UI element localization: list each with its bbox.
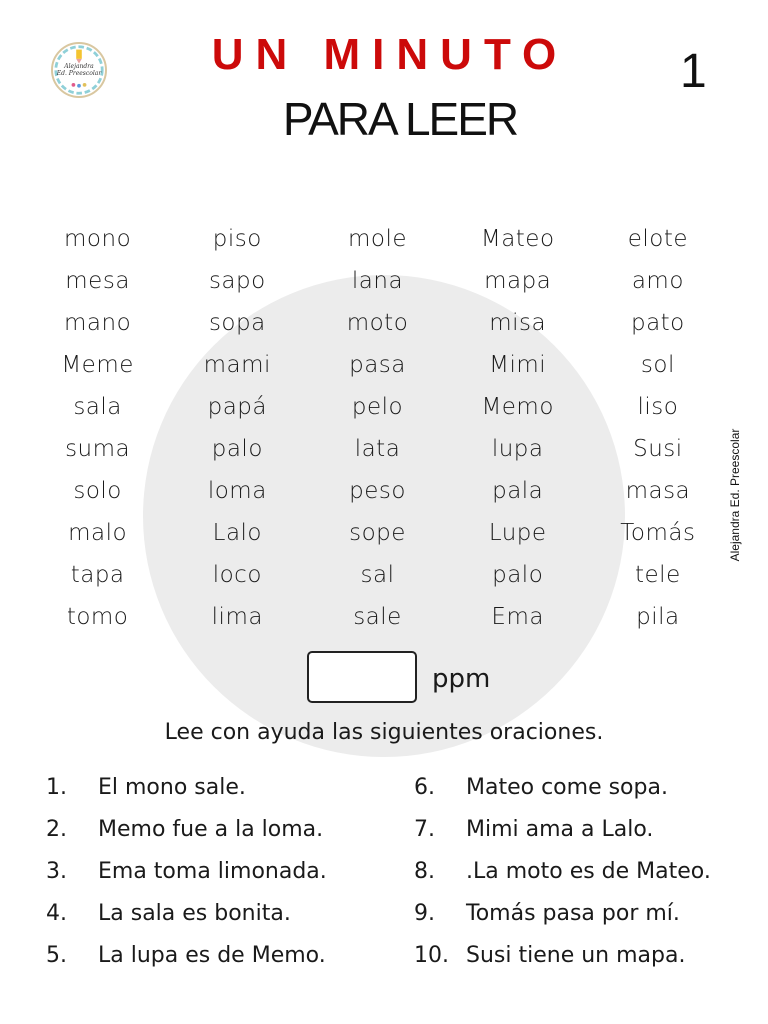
sentence-list-left: [46, 766, 327, 976]
word-row: [28, 218, 728, 260]
word-cell: sapo: [208, 268, 266, 294]
word-cell: Memo: [481, 394, 554, 420]
sentence-item: [46, 808, 327, 850]
word-cell: Ema: [491, 604, 544, 630]
word-cell: sala: [73, 394, 122, 420]
sentence-number: 5.: [46, 942, 67, 968]
word-cell: Susi: [633, 436, 683, 462]
word-row: [28, 512, 728, 554]
word-cell: pasa: [349, 352, 406, 378]
sentence-number: 6.: [414, 774, 435, 800]
word-cell: mono: [64, 226, 132, 252]
side-credit: Alejandra Ed. Preescolar: [728, 428, 742, 562]
sentence-number: 3.: [46, 858, 67, 884]
word-cell: lana: [351, 268, 404, 294]
word-cell: mano: [64, 310, 132, 336]
word-cell: masa: [625, 478, 691, 504]
sentence-text: Susi tiene un mapa.: [466, 942, 686, 968]
word-cell: malo: [68, 520, 128, 546]
word-cell: elote: [627, 226, 689, 252]
sentence-item: [46, 892, 327, 934]
sentence-number: 9.: [414, 900, 435, 926]
title-line1: UN MINUTO: [211, 30, 569, 79]
word-cell: piso: [212, 226, 262, 252]
word-cell: loma: [207, 478, 267, 504]
word-cell: mapa: [484, 268, 552, 294]
word-cell: palo: [492, 562, 544, 588]
word-cell: liso: [637, 394, 679, 420]
word-cell: peso: [349, 478, 406, 504]
word-row: [28, 344, 728, 386]
logo-text: [53, 63, 105, 77]
word-row: [28, 302, 728, 344]
word-cell: sal: [360, 562, 395, 588]
word-cell: Lalo: [212, 520, 262, 546]
sentence-number: 7.: [414, 816, 435, 842]
sentence-item: [414, 934, 711, 976]
sentence-item: [414, 850, 711, 892]
word-cell: tapa: [70, 562, 125, 588]
word-cell: sol: [640, 352, 675, 378]
sentence-text: Ema toma limonada.: [98, 858, 327, 884]
word-cell: pila: [636, 604, 680, 630]
word-cell: sale: [353, 604, 402, 630]
word-cell: suma: [65, 436, 131, 462]
sentence-number: 2.: [46, 816, 67, 842]
word-cell: loco: [212, 562, 262, 588]
word-cell: mami: [203, 352, 271, 378]
word-cell: amo: [631, 268, 684, 294]
sentence-number: 4.: [46, 900, 67, 926]
word-cell: Meme: [61, 352, 134, 378]
ppm-label: ppm: [432, 664, 491, 694]
sentence-text: .La moto es de Mateo.: [466, 858, 711, 884]
sentence-item: [46, 766, 327, 808]
word-grid: [28, 218, 728, 638]
word-cell: sopa: [208, 310, 266, 336]
sentence-text: Tomás pasa por mí.: [466, 900, 680, 926]
page-number: 1: [680, 45, 707, 98]
word-cell: mole: [347, 226, 408, 252]
word-cell: pato: [630, 310, 685, 336]
word-cell: lata: [354, 436, 401, 462]
word-row: [28, 470, 728, 512]
word-row: [28, 596, 728, 638]
word-cell: palo: [211, 436, 263, 462]
sentence-number: 8.: [414, 858, 435, 884]
sentence-number: 10.: [414, 942, 449, 968]
logo-text-line2: Ed. Preescolar: [56, 70, 102, 77]
sentence-item: [46, 850, 327, 892]
logo-text-line1: Alejandra: [64, 63, 94, 70]
word-cell: Mateo: [480, 226, 555, 252]
brand-logo: [51, 42, 107, 98]
sentence-text: La lupa es de Memo.: [98, 942, 326, 968]
word-cell: sope: [349, 520, 406, 546]
word-row: [28, 554, 728, 596]
sentence-text: Mateo come sopa.: [466, 774, 668, 800]
word-cell: lupa: [491, 436, 544, 462]
sentence-item: [414, 808, 711, 850]
sentence-item: [414, 892, 711, 934]
word-cell: Tomás: [620, 520, 696, 546]
word-cell: tele: [635, 562, 681, 588]
sentence-number: 1.: [46, 774, 67, 800]
sentence-text: El mono sale.: [98, 774, 246, 800]
sentence-text: La sala es bonita.: [98, 900, 291, 926]
instruction-text: Lee con ayuda las siguientes oraciones.: [164, 720, 604, 745]
word-cell: tomo: [66, 604, 129, 630]
sentence-text: Mimi ama a Lalo.: [466, 816, 654, 842]
word-cell: mesa: [65, 268, 130, 294]
word-cell: pelo: [351, 394, 404, 420]
sentence-item: [46, 934, 327, 976]
ppm-input-box[interactable]: [307, 651, 417, 703]
word-cell: solo: [73, 478, 122, 504]
title-line2: PARA LEER: [282, 93, 518, 145]
sentence-list-right: [414, 766, 711, 976]
word-cell: pala: [492, 478, 544, 504]
sentence-text: Memo fue a la loma.: [98, 816, 324, 842]
word-cell: misa: [489, 310, 547, 336]
word-cell: Lupe: [488, 520, 547, 546]
word-row: [28, 260, 728, 302]
word-cell: lima: [211, 604, 263, 630]
word-row: [28, 386, 728, 428]
word-cell: moto: [346, 310, 409, 336]
word-cell: papá: [207, 394, 267, 420]
word-row: [28, 428, 728, 470]
sentence-item: [414, 766, 711, 808]
word-cell: Mimi: [489, 352, 547, 378]
